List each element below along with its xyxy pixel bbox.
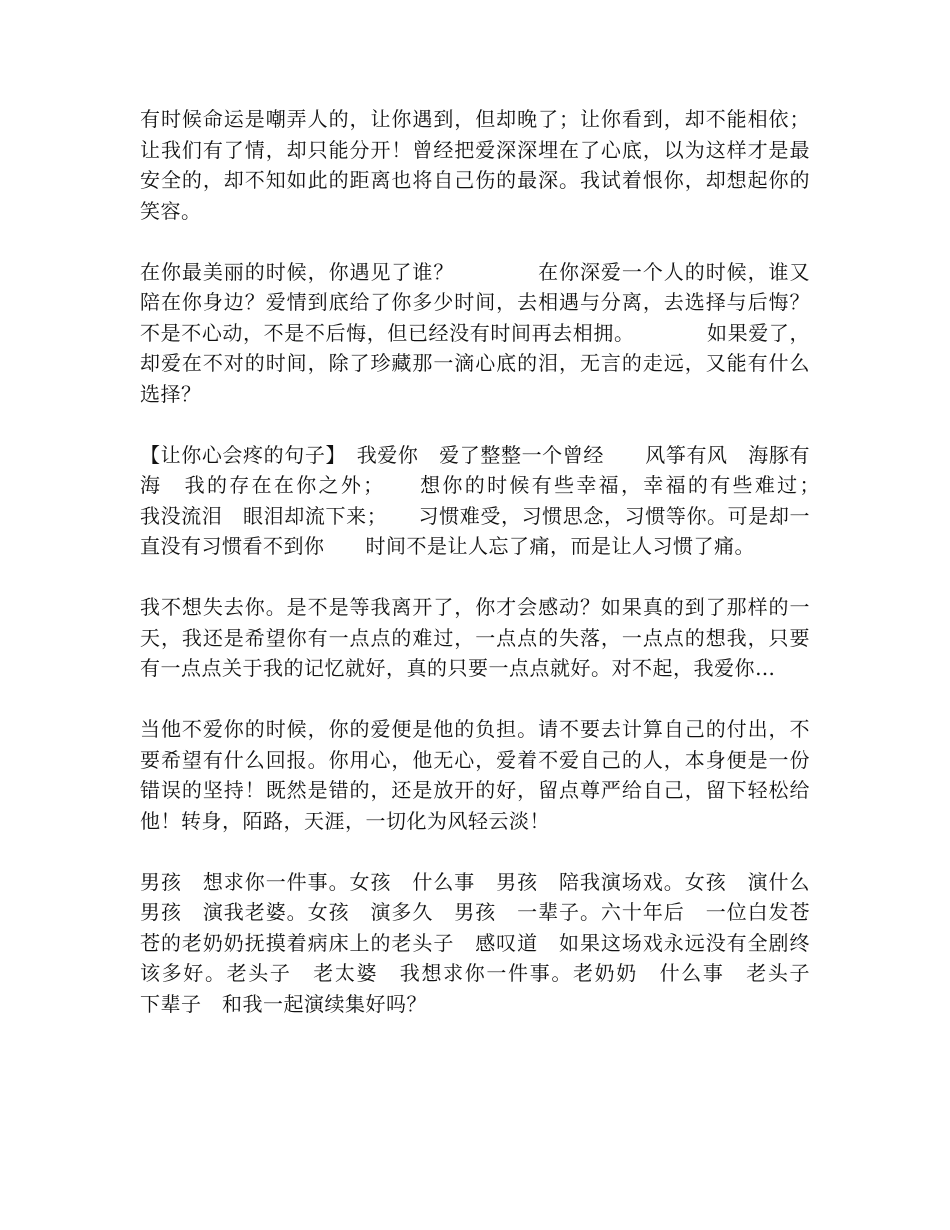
paragraph-fate: 有时候命运是嘲弄人的，让你遇到，但却晚了；让你看到，却不能相依；让我们有了情，却只能分开！曾经把爱深深埋在了心底，以为这样才是最安全的，却不知如此的距离也将自己伤的最深。我试着恨你，却想起你的笑容。 — [140, 107, 810, 223]
document-body — [140, 104, 851, 1050]
paragraph-most-beautiful-time: 在你最美丽的时候，你遇见了谁？ 在你深爱一个人的时候，谁又陪在你身边？爱情到底给了你多少时间，去相遇与分离，去选择与后悔？不是不心动，不是不后悔，但已经没有时间再去相拥。 如果爱了，却爱在不对的时间，除了珍藏那一滴心底的泪，无言的走远，又能有什么选择？ — [140, 259, 810, 406]
paragraph-boy-and-girl-story: 男孩 想求你一件事。女孩 什么事 男孩 陪我演场戏。女孩 演什么 男孩 演我老婆。女孩 演多久 男孩 一辈子。六十年后 一位白发苍苍的老奶奶抚摸着病床上的老头子 感叹道 如果这场戏永远没有全剧终该多好。老头子 老太婆 我想求你一件事。老奶奶 什么事 老头子 下辈子 和我一起演续集好吗？ — [140, 869, 831, 1016]
paragraph-heartache-sentences: 【让你心会疼的句子】 我爱你 爱了整整一个曾经 风筝有风 海豚有海 我的存在在你之外； 想你的时候有些幸福，幸福的有些难过； 我没流泪 眼泪却流下来； 习惯难受，习惯思念，习惯等你。可是却一直没有习惯看不到你 时间不是让人忘了痛，而是让人习惯了痛。 — [140, 442, 851, 558]
paragraph-when-he-doesnt-love-you: 当他不爱你的时候，你的爱便是他的负担。请不要去计算自己的付出，不要希望有什么回报。你用心，他无心，爱着不爱自己的人，本身便是一份错误的坚持！既然是错的，还是放开的好，留点尊严给自己，留下轻松给他！转身，陌路，天涯，一切化为风轻云淡！ — [140, 717, 810, 833]
paragraph-dont-want-to-lose-you: 我不想失去你。是不是等我离开了，你才会感动？如果真的到了那样的一天，我还是希望你有一点点的难过，一点点的失落，一点点的想我，只要有一点点关于我的记忆就好，真的只要一点点就好。对不起，我爱你… — [140, 595, 810, 680]
